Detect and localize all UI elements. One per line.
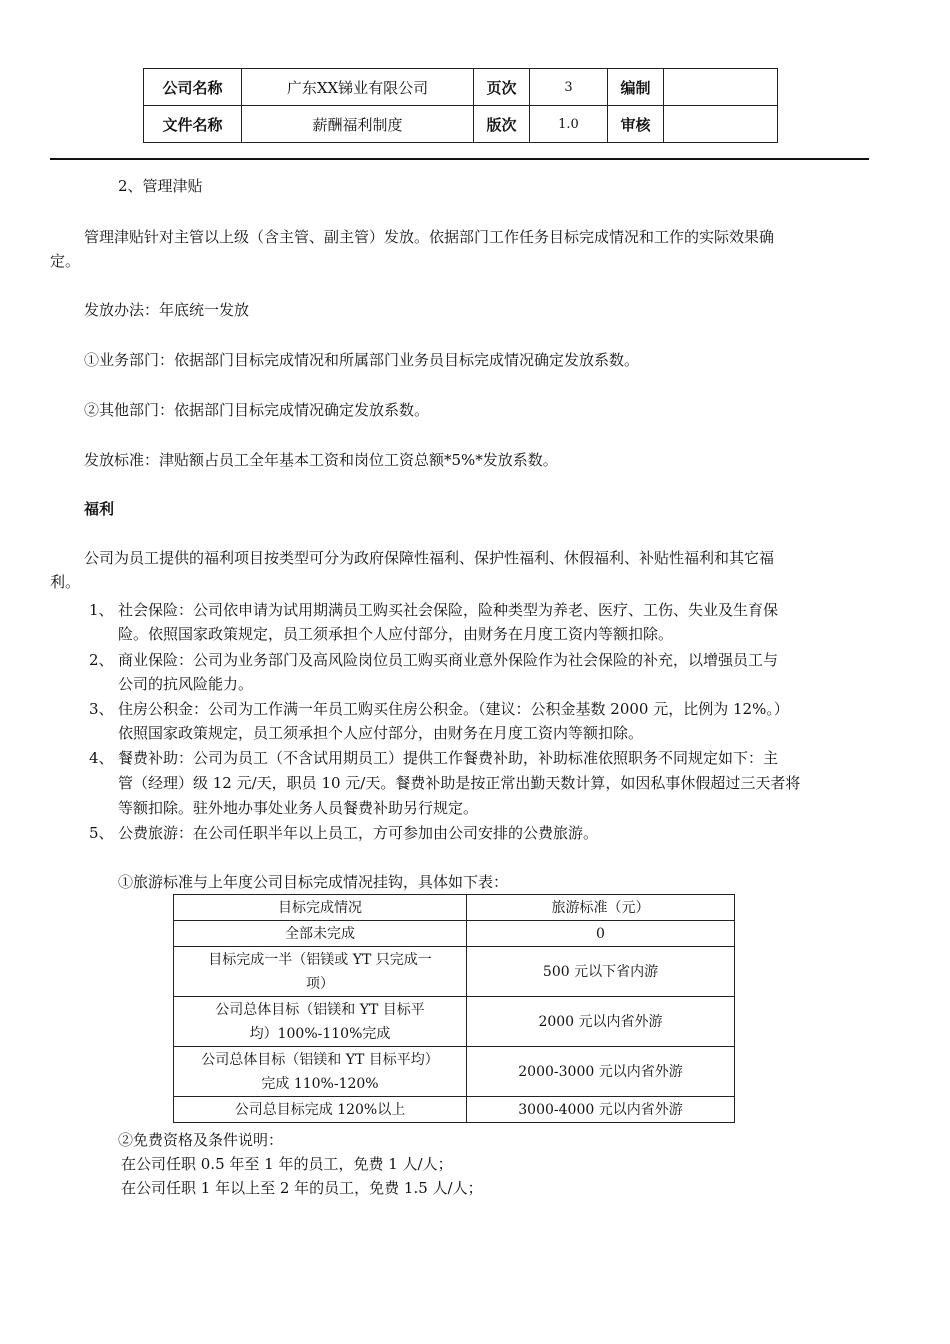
table-row — [174, 1097, 735, 1123]
welfare-item-number: 3、 — [89, 700, 114, 718]
goal-text: 目标完成一半（铝镁或 YT 只完成一 — [208, 951, 432, 968]
allowance-method: 发放办法：年底统一发放 — [84, 301, 250, 319]
version-label: 版次 — [474, 106, 530, 143]
table-cell-goal — [174, 997, 467, 1047]
welfare-item-housing-fund-cont: 依照国家政策规定，员工须承担个人应付部分，由财务在月度工资内等额扣除。 — [118, 724, 644, 742]
free-eligibility-rule-1: 在公司任职 0.5 年至 1 年的员工，免费 1 人/人； — [121, 1155, 453, 1173]
version-value: 1.0 — [530, 106, 608, 143]
table-header-row — [174, 895, 735, 921]
table-row — [174, 997, 735, 1047]
goal-text: 公司总体目标（铝镁和 YT 目标平均） — [201, 1051, 439, 1068]
table-row — [174, 1047, 735, 1097]
header-row-company — [144, 69, 778, 106]
welfare-item-number: 2、 — [89, 651, 114, 669]
welfare-item-number: 4、 — [89, 749, 114, 767]
table-header-goal: 目标完成情况 — [174, 895, 467, 921]
welfare-item-social-insurance: 社会保险：公司依申请为试用期满员工购买社会保险，险种类型为养老、医疗、工伤、失业及生育保 — [118, 601, 779, 619]
goal-text-cont: 均）100%-110%完成 — [249, 1025, 391, 1042]
allowance-item-business-dept: ①业务部门：依据部门目标完成情况和所属部门业务员目标完成情况确定发放系数。 — [84, 351, 640, 369]
page-value: 3 — [530, 69, 608, 106]
company-value: 广东XX锑业有限公司 — [242, 69, 474, 106]
goal-text-cont: 完成 110%-120% — [261, 1075, 379, 1092]
welfare-item-meal-allowance-cont2: 等额扣除。驻外地办事处业务人员餐费补助另行规定。 — [118, 799, 479, 817]
review-label: 审核 — [608, 106, 664, 143]
allowance-item-other-dept: ②其他部门：依据部门目标完成情况确定发放系数。 — [84, 401, 430, 419]
welfare-item-meal-allowance-cont: 管（经理）级 12 元/天，职员 10 元/天。餐费补助是按正常出勤天数计算，如因私事休假超过三天者将 — [118, 774, 801, 792]
welfare-item-meal-allowance: 餐费补助：公司为员工（不含试用期员工）提供工作餐费补助，补助标准依照职务不同规定如下：主 — [118, 749, 779, 767]
goal-text-cont: 项） — [306, 975, 334, 992]
welfare-heading: 福利 — [84, 500, 115, 518]
welfare-intro-line1: 公司为员工提供的福利项目按类型可分为政府保障性福利、保护性福利、休假福利、补贴性福利和其它福 — [84, 549, 775, 567]
goal-text: 公司总目标完成 120%以上 — [234, 1101, 406, 1118]
goal-text: 公司总体目标（铝镁和 YT 目标平 — [215, 1001, 425, 1018]
table-row — [174, 947, 735, 997]
file-label: 文件名称 — [144, 106, 242, 143]
header-divider — [50, 158, 869, 160]
review-value — [664, 106, 778, 143]
company-label: 公司名称 — [144, 69, 242, 106]
welfare-item-number: 5、 — [89, 824, 114, 842]
table-cell-standard: 3000-4000 元以内省外游 — [467, 1097, 735, 1123]
section-title-management-allowance: 2、管理津贴 — [118, 177, 203, 195]
travel-standard-table — [173, 894, 735, 1123]
welfare-item-housing-fund: 住房公积金：公司为工作满一年员工购买住房公积金。（建议：公积金基数 2000 元，比例为 12%。） — [118, 700, 789, 718]
welfare-intro-line2: 利。 — [50, 573, 81, 591]
header-row-file — [144, 106, 778, 143]
allowance-standard: 发放标准：津贴额占员工全年基本工资和岗位工资总额*5%*发放系数。 — [84, 451, 558, 469]
allowance-paragraph-line2: 定。 — [50, 252, 81, 270]
document-header-table — [143, 68, 778, 143]
welfare-item-commercial-insurance: 商业保险：公司为业务部门及高风险岗位员工购买商业意外保险作为社会保险的补充，以增强员工与 — [118, 651, 779, 669]
allowance-paragraph-line1: 管理津贴针对主管以上级（含主管、副主管）发放。依据部门工作任务目标完成情况和工作的实际效果确 — [84, 228, 775, 246]
welfare-item-number: 1、 — [89, 601, 114, 619]
editor-value — [664, 69, 778, 106]
table-cell-standard: 2000 元以内省外游 — [467, 997, 735, 1047]
free-eligibility-title: ②免费资格及条件说明： — [118, 1131, 284, 1149]
welfare-item-commercial-insurance-cont: 公司的抗风险能力。 — [118, 675, 254, 693]
page-label: 页次 — [474, 69, 530, 106]
file-value: 薪酬福利制度 — [242, 106, 474, 143]
table-cell-standard: 0 — [467, 921, 735, 947]
editor-label: 编制 — [608, 69, 664, 106]
table-row — [174, 921, 735, 947]
table-cell-goal — [174, 921, 467, 947]
table-cell-standard: 2000-3000 元以内省外游 — [467, 1047, 735, 1097]
welfare-item-paid-travel: 公费旅游：在公司任职半年以上员工，方可参加由公司安排的公费旅游。 — [118, 824, 599, 842]
table-cell-standard: 500 元以下省内游 — [467, 947, 735, 997]
table-cell-goal — [174, 1097, 467, 1123]
goal-text: 全部未完成 — [285, 925, 355, 942]
table-header-standard: 旅游标准（元） — [467, 895, 735, 921]
table-cell-goal — [174, 1047, 467, 1097]
welfare-item-social-insurance-cont: 险。依照国家政策规定，员工须承担个人应付部分，由财务在月度工资内等额扣除。 — [118, 625, 674, 643]
table-cell-goal — [174, 947, 467, 997]
travel-caption: ①旅游标准与上年度公司目标完成情况挂钩，具体如下表： — [118, 873, 509, 891]
free-eligibility-rule-2: 在公司任职 1 年以上至 2 年的员工，免费 1.5 人/人； — [121, 1179, 483, 1197]
